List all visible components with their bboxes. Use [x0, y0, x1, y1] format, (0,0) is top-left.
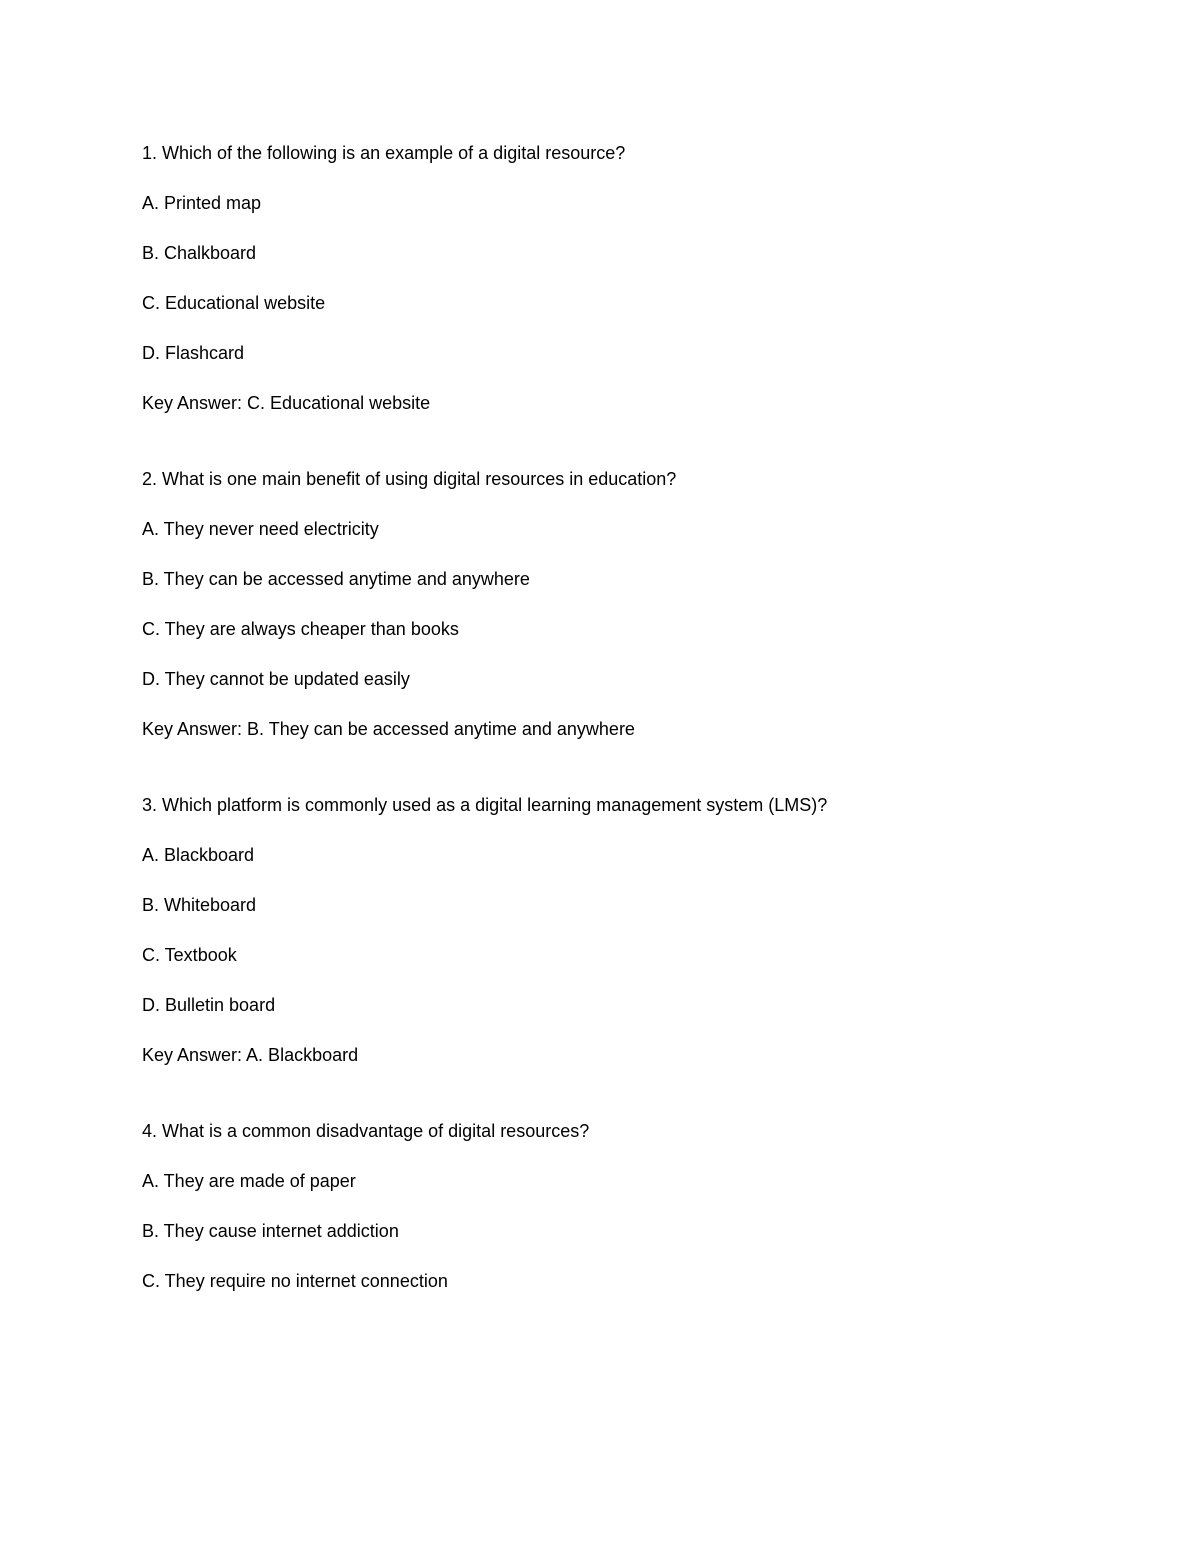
key-answer: Key Answer: A. Blackboard: [142, 1045, 359, 1065]
question-block-4: [142, 1118, 1102, 1294]
question-block-3: [142, 792, 1102, 1068]
option-a: A. They are made of paper: [142, 1171, 356, 1191]
option-c: C. Textbook: [142, 945, 237, 965]
question-block-2: [142, 466, 1102, 742]
option-c: C. They are always cheaper than books: [142, 619, 459, 639]
option-a: A. Printed map: [142, 193, 262, 213]
option-d: D. They cannot be updated easily: [142, 669, 410, 689]
question-text: 1. Which of the following is an example of a digital resource?: [142, 143, 626, 163]
question-block-1: [142, 140, 1102, 416]
option-c: C. Educational website: [142, 293, 326, 313]
option-b: B. Whiteboard: [142, 895, 257, 915]
question-text: 4. What is a common disadvantage of digital resources?: [142, 1121, 590, 1141]
option-b: B. Chalkboard: [142, 243, 257, 263]
option-c: C. They require no internet connection: [142, 1271, 448, 1291]
option-d: D. Flashcard: [142, 343, 245, 363]
question-text: 2. What is one main benefit of using digital resources in education?: [142, 469, 677, 489]
key-answer: Key Answer: B. They can be accessed anytime and anywhere: [142, 719, 635, 739]
quiz-content: [142, 140, 1102, 1318]
option-b: B. They cause internet addiction: [142, 1221, 399, 1241]
key-answer: Key Answer: C. Educational website: [142, 393, 431, 413]
option-d: D. Bulletin board: [142, 995, 276, 1015]
option-a: A. They never need electricity: [142, 519, 379, 539]
question-text: 3. Which platform is commonly used as a digital learning management system (LMS)?: [142, 795, 828, 815]
option-b: B. They can be accessed anytime and anywhere: [142, 569, 530, 589]
option-a: A. Blackboard: [142, 845, 255, 865]
